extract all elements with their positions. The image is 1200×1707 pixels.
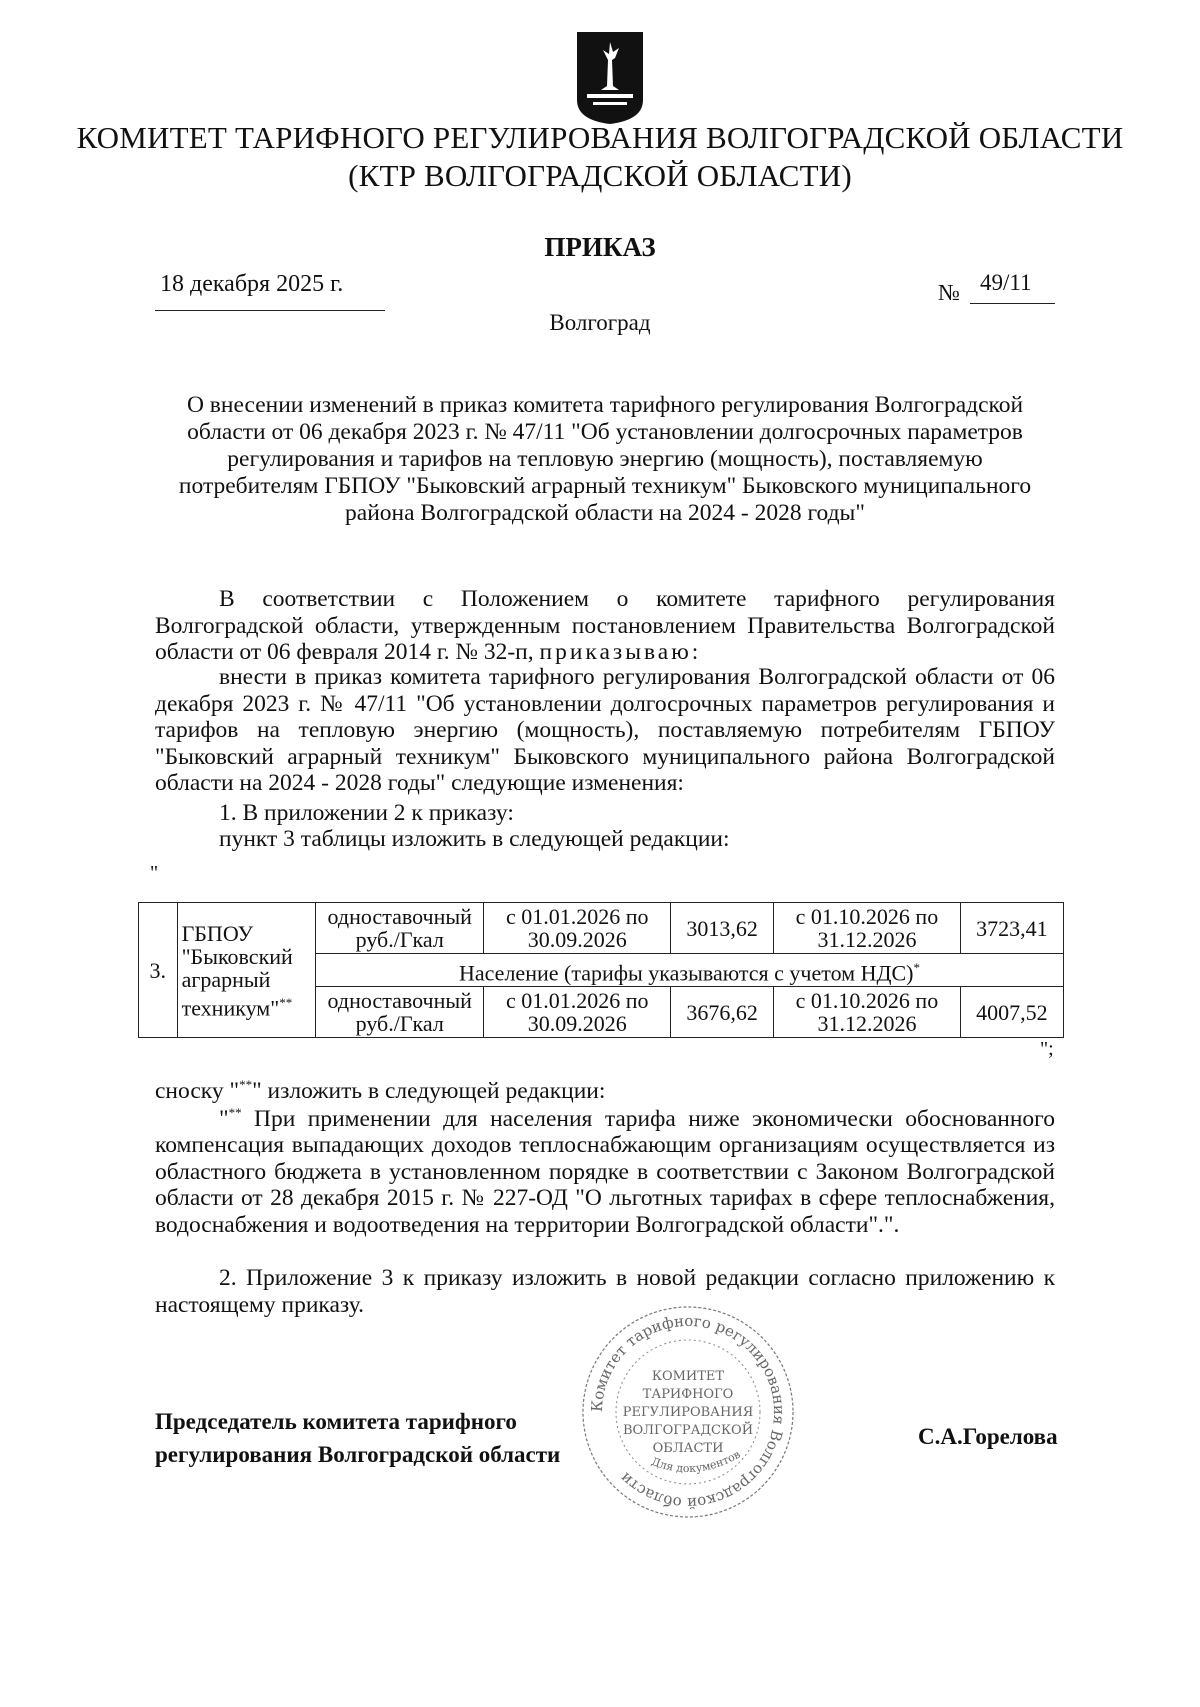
- authority-name: КОМИТЕТ ТАРИФНОГО РЕГУЛИРОВАНИЯ ВОЛГОГРАДСКОЙ ОБЛАСТИ: [76, 120, 1124, 155]
- preamble-paragraph: [155, 586, 1055, 666]
- footnote-intro: сноску "**" изложить в следующей редакции:: [155, 1077, 606, 1104]
- authority-abbreviation: (КТР ВОЛГОГРАДСКОЙ ОБЛАСТИ): [348, 158, 852, 193]
- table-row: [139, 903, 1064, 954]
- item-1-heading: 1. В приложении 2 к приказу:: [219, 800, 514, 826]
- number-underline: [970, 303, 1055, 304]
- city: Волгоград: [549, 310, 651, 335]
- stamp-bottom-text: Для документов: [649, 1447, 743, 1476]
- stamp-ring-text: Комитет тарифного регулирования Волгоградской области: [587, 1311, 789, 1513]
- stamp-center-line: КОМИТЕТ: [651, 1369, 725, 1384]
- tariff-type-cell: одноставочный руб./Гкал: [315, 987, 484, 1038]
- row-number-cell: 3.: [139, 903, 178, 1038]
- tariff-value-cell: 3013,62: [670, 903, 773, 954]
- signatory-name: С.А.Горелова: [918, 1424, 1058, 1449]
- amendment-paragraph: внести в приказ комитета тарифного регулирования Волгоградской области от 06 декабря 2023 г. № 47/11 "Об установлении долгосрочных параметров регулирования и тарифов на тепловую энергию (мощность), поставляемую потребителям ГБПОУ "Быковский аграрный техникум" Быковского муниципального района Волгоградской области на 2024 - 2028 годы" следующие изменения:: [155, 664, 1055, 796]
- table-open-quote: ": [150, 862, 159, 884]
- signatory-position: Председатель комитета тарифного регулирования Волгоградской области: [155, 1409, 561, 1467]
- order-subject: О внесении изменений в приказ комитета тарифного регулирования Волгоградской области от 06 декабря 2023 г. № 47/11 "Об установлении долгосрочных параметров регулирования и тарифов на тепловую энергию (мощность), поставляемую потребителям ГБПОУ "Быковский аграрный техникум" Быковского муниципального района Волгоградской области на 2024 - 2028 годы": [178, 392, 1032, 526]
- period-cell: с 01.10.2026 по 31.12.2026: [774, 987, 960, 1038]
- period-cell: с 01.01.2026 по 30.09.2026: [484, 903, 670, 954]
- order-date: 18 декабря 2025 г.: [160, 271, 344, 297]
- stamp-center-line: ВОЛГОГРАДСКОЙ: [622, 1423, 754, 1438]
- document-type: ПРИКАЗ: [544, 232, 656, 262]
- table-intro: пункт 3 таблицы изложить в следующей редакции:: [219, 826, 730, 852]
- preamble-text: В соответствии с Положением о комитете тарифного регулирования Волгоградской области, утвержденным постановлением Правительства Волгоградской области от 06 февраля 2014 г. № 32-п,: [155, 586, 1055, 665]
- organization-cell: ГБПОУ "Быковский аграрный техникум"**: [177, 903, 315, 1038]
- tariff-value-cell: 3676,62: [670, 987, 773, 1038]
- coat-of-arms-emblem: [575, 30, 645, 126]
- official-stamp: [578, 1302, 798, 1522]
- order-word: приказываю: [539, 639, 692, 665]
- number-sign: №: [938, 280, 960, 305]
- order-number: 49/11: [980, 270, 1032, 295]
- table-close-quote: ";: [1040, 1038, 1054, 1060]
- period-cell: с 01.01.2026 по 30.09.2026: [484, 987, 670, 1038]
- tariff-value-cell: 3723,41: [960, 903, 1063, 954]
- footnote-text: "** При применении для населения тарифа ниже экономически обоснованного компенсация выпадающих доходов теплоснабжающим организациям осуществляется из областного бюджета в установленном порядке в соответствии с Законом Волгоградской области от 28 декабря 2015 г. № 227-ОД "О льготных тарифах в сфере теплоснабжения, водоснабжения и водоотведения на территории Волгоградской области".".: [155, 1105, 1055, 1238]
- item-2-paragraph: 2. Приложение 3 к приказу изложить в новой редакции согласно приложению к настоящему приказу.: [155, 1265, 1055, 1318]
- tariff-type-cell: одноставочный руб./Гкал: [315, 903, 484, 954]
- population-label-cell: Население (тарифы указываются с учетом НДС)*: [315, 954, 1063, 987]
- stamp-center-line: ТАРИФНОГО: [642, 1387, 734, 1402]
- stamp-center-line: РЕГУЛИРОВАНИЯ: [622, 1405, 754, 1420]
- stamp-center-line: ОБЛАСТИ: [652, 1441, 724, 1456]
- tariff-table: [138, 902, 1064, 1038]
- tariff-value-cell: 4007,52: [960, 987, 1063, 1038]
- period-cell: с 01.10.2026 по 31.12.2026: [774, 903, 960, 954]
- order-colon: :: [691, 639, 699, 665]
